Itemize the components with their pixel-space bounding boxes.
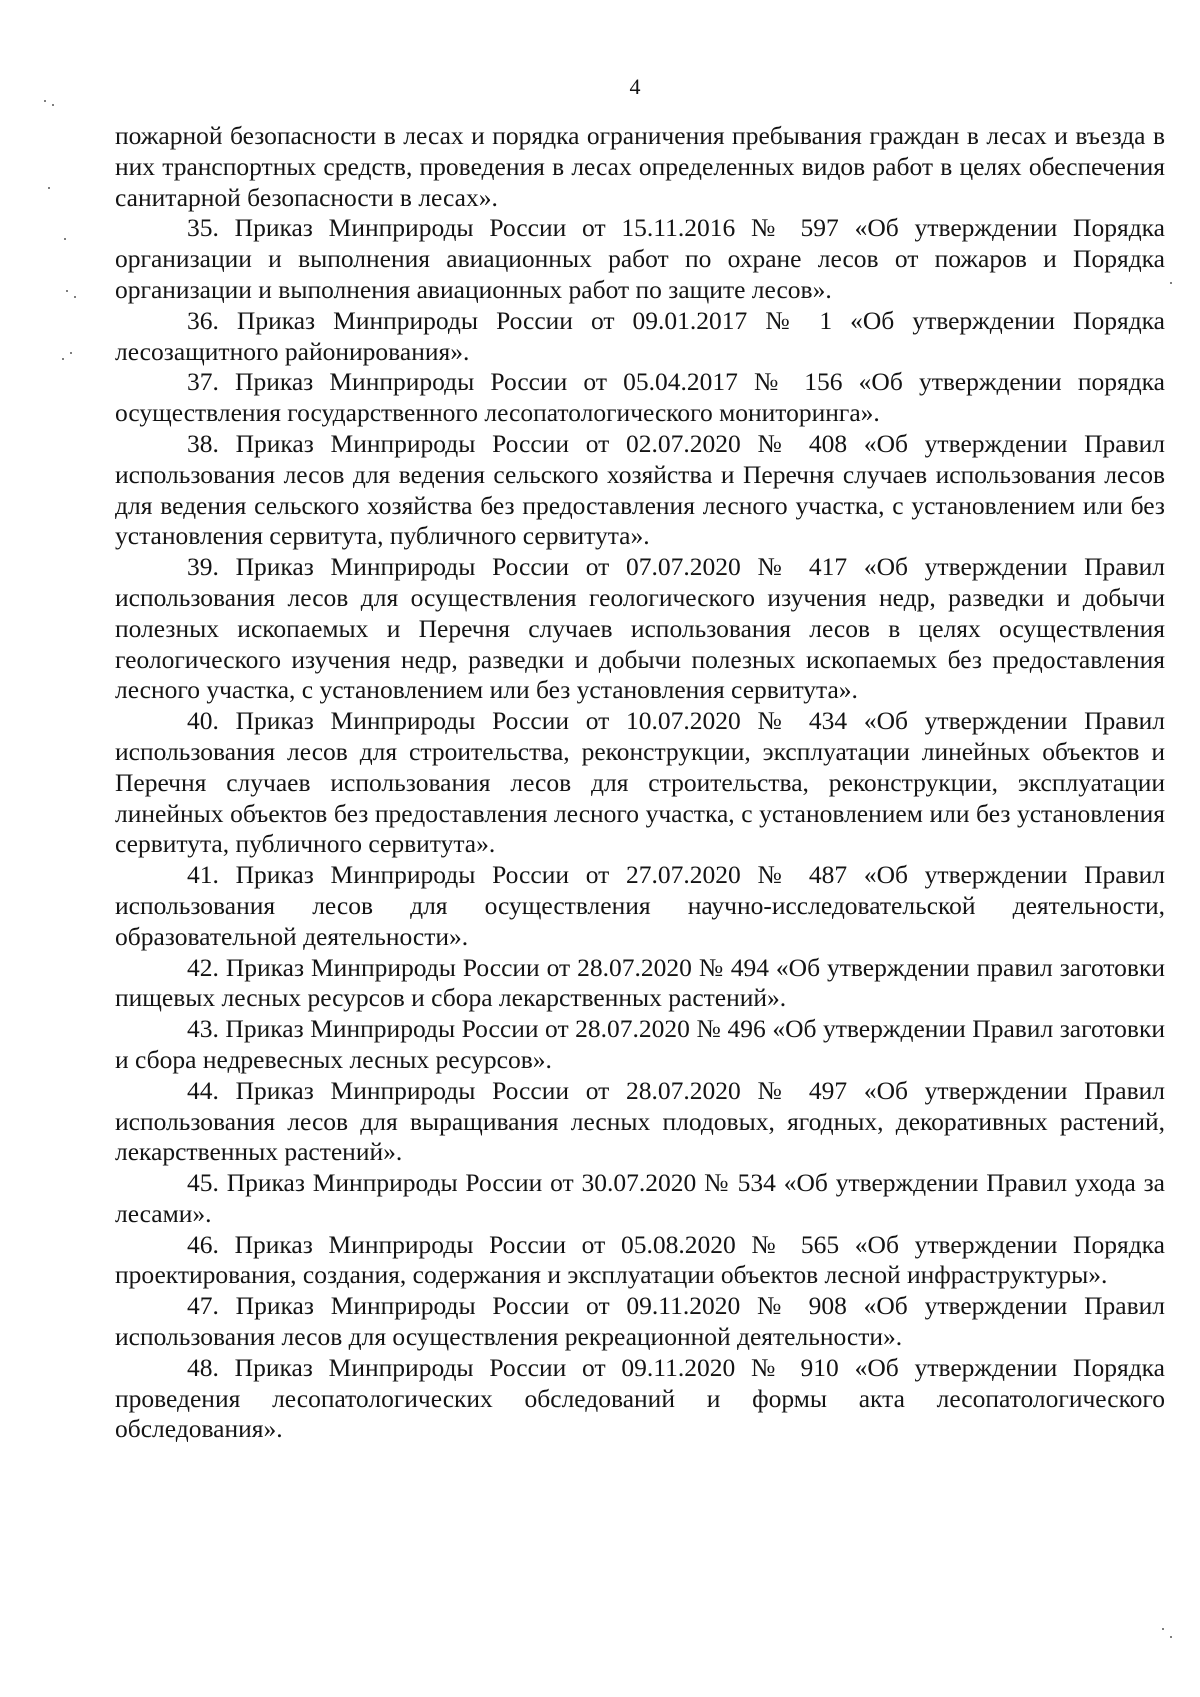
continuation-paragraph: пожарной безопасности в лесах и порядка ограничения пребывания граждан в лесах и въезда в них транспортных средств, проведения в лесах определенных видов работ в целях обеспечения санитарной безопасности в лесах».	[115, 121, 1165, 212]
scan-speck	[44, 100, 46, 102]
list-item: 40. Приказ Минприроды России от 10.07.2020 № 434 «Об утверждении Правил использования лесов для строительства, реконструкции, эксплуатации линейных объектов и Перечня случаев использования лесов для строительства, реконструкции, эксплуатации линейных объектов без предоставления лесного участка, с установлением или без установления сервитута, публичного сервитута».	[115, 706, 1165, 859]
page-number: 4	[629, 74, 641, 99]
list-item: 45. Приказ Минприроды России от 30.07.2020 № 534 «Об утверждении Правил ухода за лесами».	[115, 1168, 1165, 1228]
list-item: 38. Приказ Минприроды России от 02.07.2020 № 408 «Об утверждении Правил использования лесов для ведения сельского хозяйства и Перечня случаев использования лесов для ведения сельского хозяйства без предоставления лесного участка, с установлением или без установления сервитута, публичного сервитута».	[115, 428, 1165, 551]
list-item: 41. Приказ Минприроды России от 27.07.2020 № 487 «Об утверждении Правил использования лесов для осуществления научно-исследовательской деятельности, образовательной деятельности».	[115, 860, 1165, 951]
list-item: 47. Приказ Минприроды России от 09.11.2020 № 908 «Об утверждении Правил использования лесов для осуществления рекреационной деятельности».	[115, 1291, 1165, 1352]
scan-speck	[70, 352, 72, 354]
list-item: 48. Приказ Минприроды России от 09.11.2020 № 910 «Об утверждении Порядка проведения лесопатологических обследований и формы акта лесопатологического обследования».	[115, 1352, 1165, 1444]
scan-speck	[74, 296, 76, 298]
list-item: 42. Приказ Минприроды России от 28.07.2020 № 494 «Об утверждении правил заготовки пищевых лесных ресурсов и сбора лекарственных растений».	[115, 952, 1165, 1013]
list-item: 44. Приказ Минприроды России от 28.07.2020 № 497 «Об утверждении Правил использования лесов для выращивания лесных плодовых, ягодных, декоративных растений, лекарственных растений».	[115, 1075, 1165, 1167]
scan-speck	[1162, 1628, 1164, 1630]
scan-speck	[64, 238, 66, 240]
list-item: 46. Приказ Минприроды России от 05.08.2020 № 565 «Об утверждении Порядка проектирования, создания, содержания и эксплуатации объектов лесной инфраструктуры».	[115, 1229, 1165, 1290]
scan-speck	[52, 104, 54, 106]
document-body	[115, 121, 1165, 1445]
scan-speck	[48, 187, 50, 189]
list-item: 36. Приказ Минприроды России от 09.01.2017 № 1 «Об утверждении Порядка лесозащитного районирования».	[115, 305, 1165, 366]
list-item: 35. Приказ Минприроды России от 15.11.2016 № 597 «Об утверждении Порядка организации и выполнения авиационных работ по охране лесов от пожаров и Порядка организации и выполнения авиационных работ по защите лесов».	[115, 213, 1165, 304]
scan-speck	[1170, 1636, 1172, 1638]
scan-speck	[66, 290, 68, 292]
list-item: 43. Приказ Минприроды России от 28.07.2020 № 496 «Об утверждении Правил заготовки и сбора недревесных лесных ресурсов».	[115, 1014, 1165, 1074]
list-item: 37. Приказ Минприроды России от 05.04.2017 № 156 «Об утверждении порядка осуществления государственного лесопатологического мониторинга».	[115, 367, 1165, 428]
scan-speck	[62, 358, 64, 360]
list-item: 39. Приказ Минприроды России от 07.07.2020 № 417 «Об утверждении Правил использования лесов для осуществления геологического изучения недр, разведки и добычи полезных ископаемых и Перечня случаев использования лесов в целях осуществления геологического изучения недр, разведки и добычи полезных ископаемых без предоставления лесного участка, с установлением или без установления сервитута».	[115, 552, 1165, 705]
scan-speck	[1170, 282, 1172, 284]
